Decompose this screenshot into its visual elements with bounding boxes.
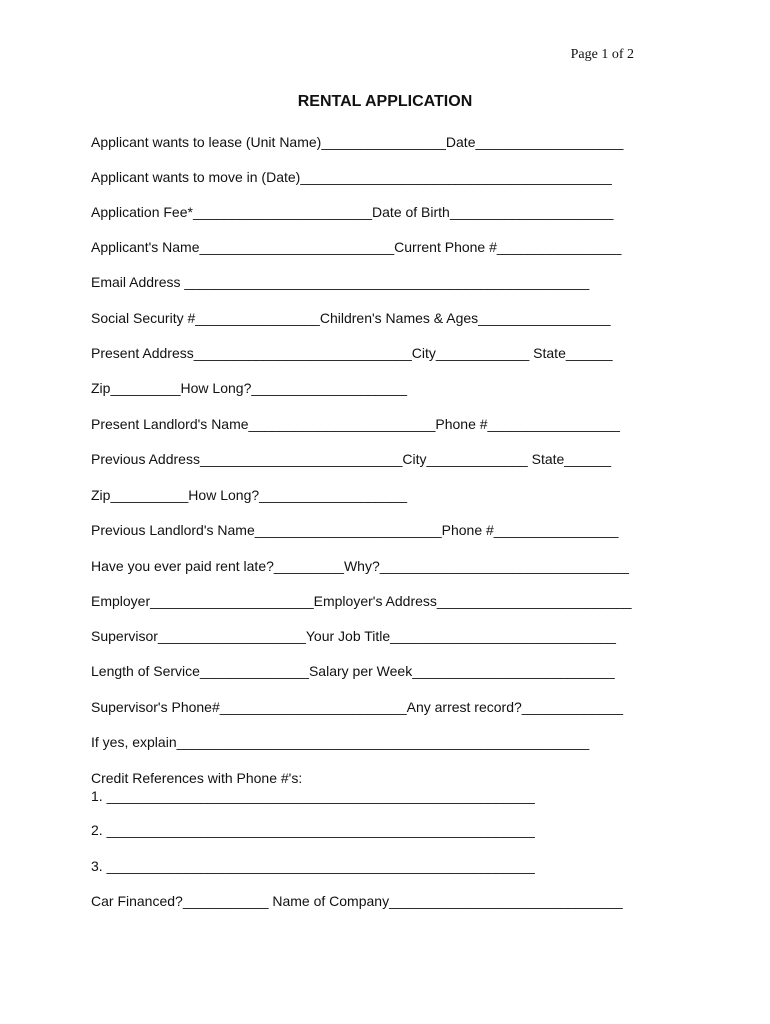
unit-name-date-line[interactable]: Applicant wants to lease (Unit Name)________________Date___________________: [91, 134, 624, 150]
present-landlord-line[interactable]: Present Landlord's Name________________________Phone #_________________: [91, 416, 620, 432]
credit-references-label: Credit References with Phone #'s:: [91, 770, 303, 786]
page-number: Page 1 of 2: [570, 47, 634, 62]
page-title: RENTAL APPLICATION: [297, 93, 473, 110]
email-address-line[interactable]: Email Address ____________________________________________________: [91, 274, 590, 290]
ssn-children-line[interactable]: Social Security #________________Children's Names & Ages_________________: [91, 310, 611, 326]
if-yes-explain-line[interactable]: If yes, explain_____________________________________________________: [91, 734, 590, 750]
rent-late-why-line[interactable]: Have you ever paid rent late?_________Why?________________________________: [91, 558, 629, 574]
credit-reference-3-line[interactable]: 3. _______________________________________________________: [91, 858, 535, 874]
move-in-date-line[interactable]: Applicant wants to move in (Date)________________________________________: [91, 169, 612, 185]
previous-landlord-line[interactable]: Previous Landlord's Name________________________Phone #________________: [91, 522, 619, 538]
previous-zip-how-long-line[interactable]: Zip__________How Long?___________________: [91, 487, 408, 503]
present-zip-how-long-line[interactable]: Zip_________How Long?____________________: [91, 380, 408, 396]
supervisor-job-title-line[interactable]: Supervisor___________________Your Job Title_____________________________: [91, 628, 616, 644]
supervisor-phone-arrest-line[interactable]: Supervisor's Phone#________________________Any arrest record?_____________: [91, 699, 623, 715]
application-fee-dob-line[interactable]: Application Fee*_______________________Date of Birth_____________________: [91, 204, 614, 220]
credit-reference-2-line[interactable]: 2. _______________________________________________________: [91, 822, 535, 838]
length-service-salary-line[interactable]: Length of Service______________Salary per Week__________________________: [91, 663, 615, 679]
car-financed-company-line[interactable]: Car Financed?___________ Name of Company______________________________: [91, 893, 623, 909]
present-address-line[interactable]: Present Address____________________________City____________ State______: [91, 345, 613, 361]
employer-line[interactable]: Employer_____________________Employer's Address_________________________: [91, 593, 632, 609]
previous-address-line[interactable]: Previous Address__________________________City_____________ State______: [91, 451, 612, 467]
applicant-name-phone-line[interactable]: Applicant's Name_________________________Current Phone #________________: [91, 239, 622, 255]
credit-reference-1-line[interactable]: 1. _______________________________________________________: [91, 788, 535, 804]
